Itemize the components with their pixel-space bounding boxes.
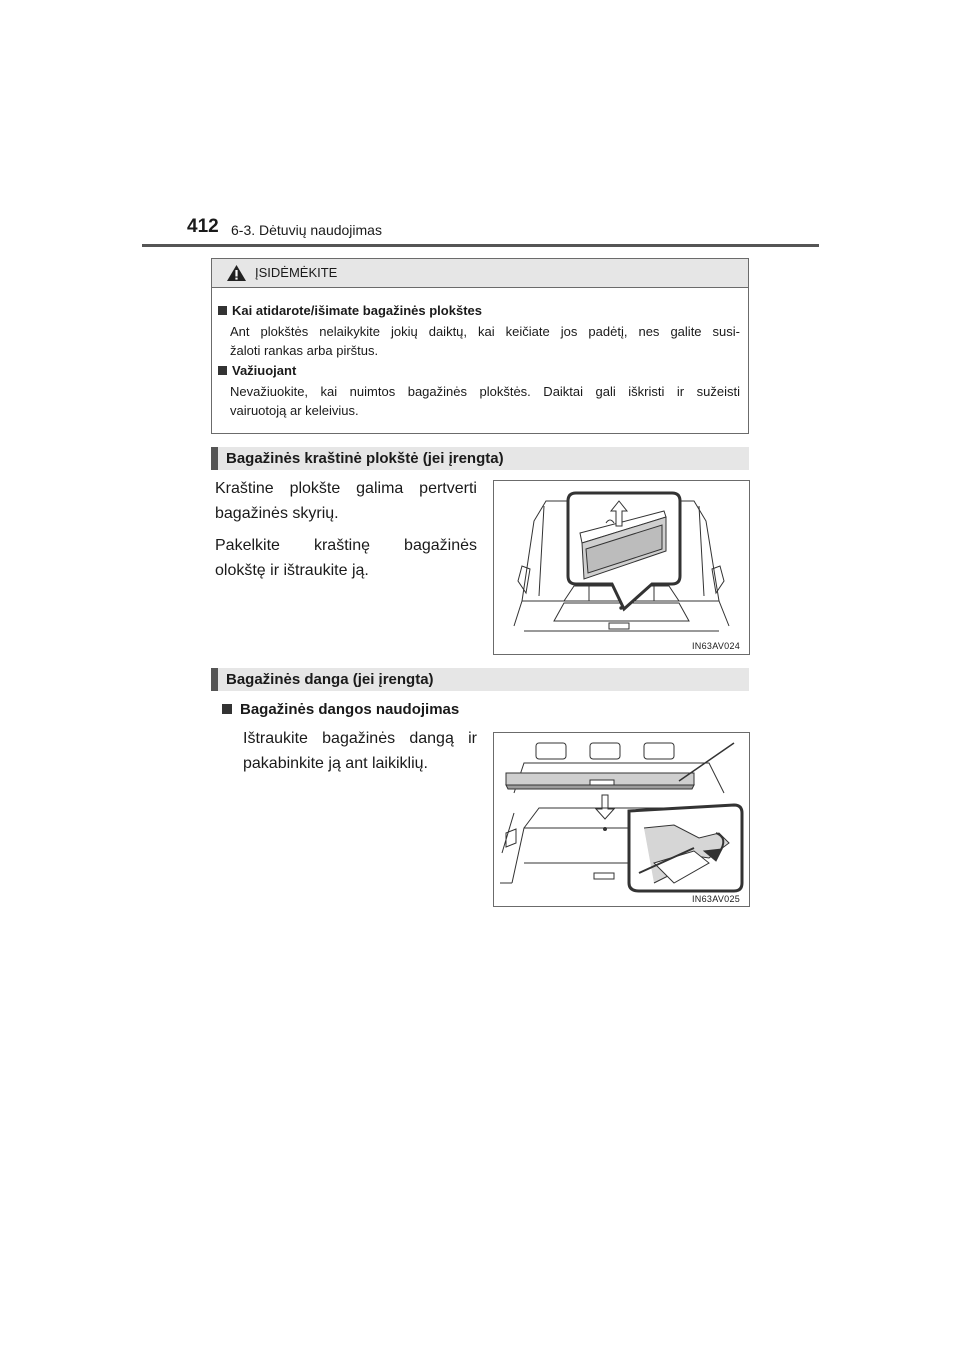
caution-item-title: Važiuojant bbox=[218, 363, 296, 378]
warning-triangle-icon bbox=[226, 264, 247, 282]
caution-item-text: Nevažiuokite, kai nuimtos bagažinės plokštės. Daiktai gali iškristi ir sužeisti vairuotoją ar keleivius. bbox=[230, 384, 740, 418]
header-rule bbox=[142, 244, 819, 247]
square-bullet-icon bbox=[218, 366, 227, 375]
caution-box bbox=[211, 258, 749, 434]
trunk-side-panel-drawing bbox=[494, 481, 749, 654]
page-number: 412 bbox=[187, 216, 219, 237]
subsection-heading: Bagažinės dangos naudojimas bbox=[222, 701, 459, 718]
section-heading: Bagažinės danga (jei įrengta) bbox=[226, 671, 434, 688]
section-heading: Bagažinės kraštinė plokštė (jei įrengta) bbox=[226, 450, 504, 467]
caution-item-text: Ant plokštės nelaikykite jokių daiktų, kai keičiate jos padėtį, nes galite susi- žaloti rankas arba pirštus. bbox=[230, 324, 740, 358]
cover-illustration bbox=[493, 732, 750, 907]
caution-item-title: Kai atidarote/išimate bagažinės plokštes bbox=[218, 303, 482, 318]
cover-paragraph: Ištraukite bagažinės dangą ir pakabinkite ją ant laikiklių. bbox=[243, 730, 477, 772]
section-bar-side-panel bbox=[211, 447, 749, 470]
side-panel-illustration bbox=[493, 480, 750, 655]
caution-header bbox=[212, 259, 748, 288]
square-bullet-icon bbox=[222, 704, 232, 714]
figure-code: IN63AV025 bbox=[692, 894, 741, 904]
side-panel-paragraph-1: Kraštine plokšte galima pertverti bagažinės skyrių. bbox=[215, 480, 477, 522]
trunk-cover-drawing bbox=[494, 733, 749, 906]
side-panel-paragraph-2: Pakelkite kraštinę bagažinės olokštę ir ištraukite ją. bbox=[215, 537, 477, 579]
caution-title: ĮSIDĖMĖKITE bbox=[255, 265, 338, 280]
section-bar-cover bbox=[211, 668, 749, 691]
figure-code: IN63AV024 bbox=[692, 641, 741, 651]
square-bullet-icon bbox=[218, 306, 227, 315]
section-title: 6-3. Dėtuvių naudojimas bbox=[231, 222, 382, 238]
